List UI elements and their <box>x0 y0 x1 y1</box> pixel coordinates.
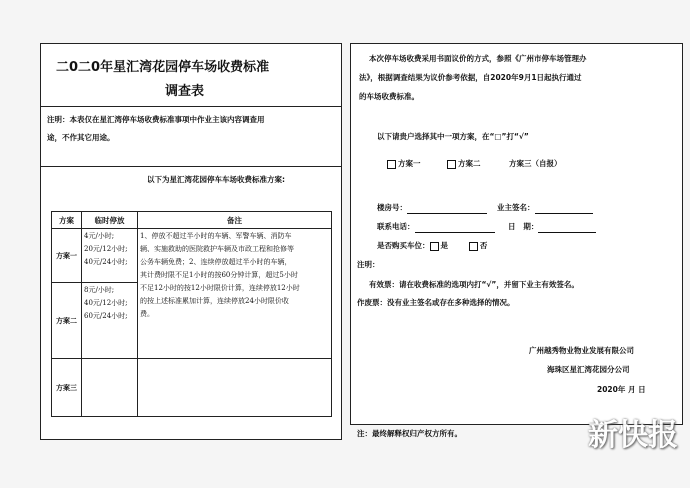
note-label: 注明： <box>357 260 380 269</box>
purpose-note-line2: 途，不作其它用途。 <box>47 133 115 142</box>
plan-fees <box>82 283 138 359</box>
checkbox-plan1[interactable] <box>387 160 396 169</box>
fee-line: 4元/小时; <box>84 232 115 240</box>
newspaper-logo: 新快报 <box>588 418 678 453</box>
fee-line: 40元/24小时; <box>84 258 128 266</box>
plan-label: 方案三 <box>52 359 82 417</box>
plan-remarks <box>138 359 332 417</box>
invalid-vote-note: 作废票：没有业主签名或存在多种选择的情况。 <box>357 298 515 307</box>
col-header-temporary: 临时停放 <box>82 212 138 229</box>
plan-fees <box>82 359 138 417</box>
company-name: 广州越秀物业物业发展有限公司 <box>529 346 634 355</box>
plan-intro: 以下为星汇湾花园停车车场收费标准方案: <box>147 175 285 184</box>
plan-fees <box>82 229 138 283</box>
checkbox-no[interactable] <box>469 242 478 251</box>
signing-date: 2020年 月 日 <box>597 385 646 394</box>
valid-vote-note: 有效票：请在收费标准的选项内打“√”，并留下业主有效签名。 <box>369 280 579 289</box>
col-header-remarks: 备注 <box>138 212 332 229</box>
survey-form-right <box>350 43 683 425</box>
remark-line: 其计费时限不足1小时的按60分钟计算，超过5小时 <box>140 271 298 279</box>
fee-line: 60元/24小时; <box>84 312 128 320</box>
remark-line: 1、停放不超过半小时的车辆、军警车辆、消防车 <box>140 232 292 240</box>
col-header-plan: 方案 <box>52 212 82 229</box>
remark-line: 不足12小时的按12小时限价计算，连续停放12小时 <box>140 284 300 292</box>
table-header-row <box>52 212 332 229</box>
option-plan1[interactable]: 方案一 <box>387 158 421 170</box>
table-row <box>52 359 332 417</box>
fee-line: 40元/12小时; <box>84 299 128 307</box>
owner-signature-field[interactable]: 业主签名： <box>497 202 593 214</box>
divider <box>41 166 341 167</box>
remark-line: 费。 <box>140 310 154 318</box>
divider <box>41 106 341 107</box>
checkbox-plan2[interactable] <box>447 160 456 169</box>
fee-line: 20元/12小时; <box>84 245 128 253</box>
phone-field[interactable]: 联系电话： <box>377 221 495 233</box>
footer-note: 注：最终解释权归产权方所有。 <box>357 429 462 438</box>
form-title-line1: 二0二0年星汇湾花园停车场收费标准 <box>56 60 270 75</box>
remark-line: 辆、实施救助的医院救护车辆及市政工程和抢修等 <box>140 245 294 253</box>
choose-instruction: 以下请贵户选择其中一项方案，在“□”打“√” <box>377 132 529 141</box>
branch-name: 海珠区星汇湾花园分公司 <box>547 365 630 374</box>
plan-remarks <box>138 229 332 359</box>
date-field[interactable]: 日 期： <box>508 221 596 233</box>
remark-line: 公务车辆免费；2、连续停放超过半小时的车辆， <box>140 258 292 266</box>
table-row <box>52 229 332 283</box>
fee-plan-table <box>51 211 332 417</box>
checkbox-yes[interactable] <box>430 242 439 251</box>
form-title-line2: 调查表 <box>165 84 205 99</box>
intro-line: 法》，根据调查结果为议价参考依据，自2020年9月1日起执行通过 <box>359 73 582 82</box>
remark-line: 的按上述标准累加计算，连续停放24小时限价收 <box>140 297 289 305</box>
purpose-note-line1: 注明：本表仅在星汇湾停车场收费标准事项中作业主该内容调查用 <box>47 115 265 124</box>
plan-label: 方案一 <box>52 229 82 283</box>
fee-line: 8元/小时; <box>84 286 115 294</box>
option-plan3[interactable]: 方案三（自报） <box>509 159 562 168</box>
option-plan2[interactable]: 方案二 <box>447 158 481 170</box>
intro-line: 本次停车场收费采用书面议价的方式，参照《广州市停车场管理办 <box>369 54 587 63</box>
survey-form-left <box>40 43 342 440</box>
intro-line: 的车场收费标准。 <box>359 92 419 101</box>
parking-purchase-field[interactable]: 是否购买车位： 是 否 <box>377 241 488 250</box>
building-field[interactable]: 楼房号： <box>377 202 487 214</box>
plan-label: 方案二 <box>52 283 82 359</box>
